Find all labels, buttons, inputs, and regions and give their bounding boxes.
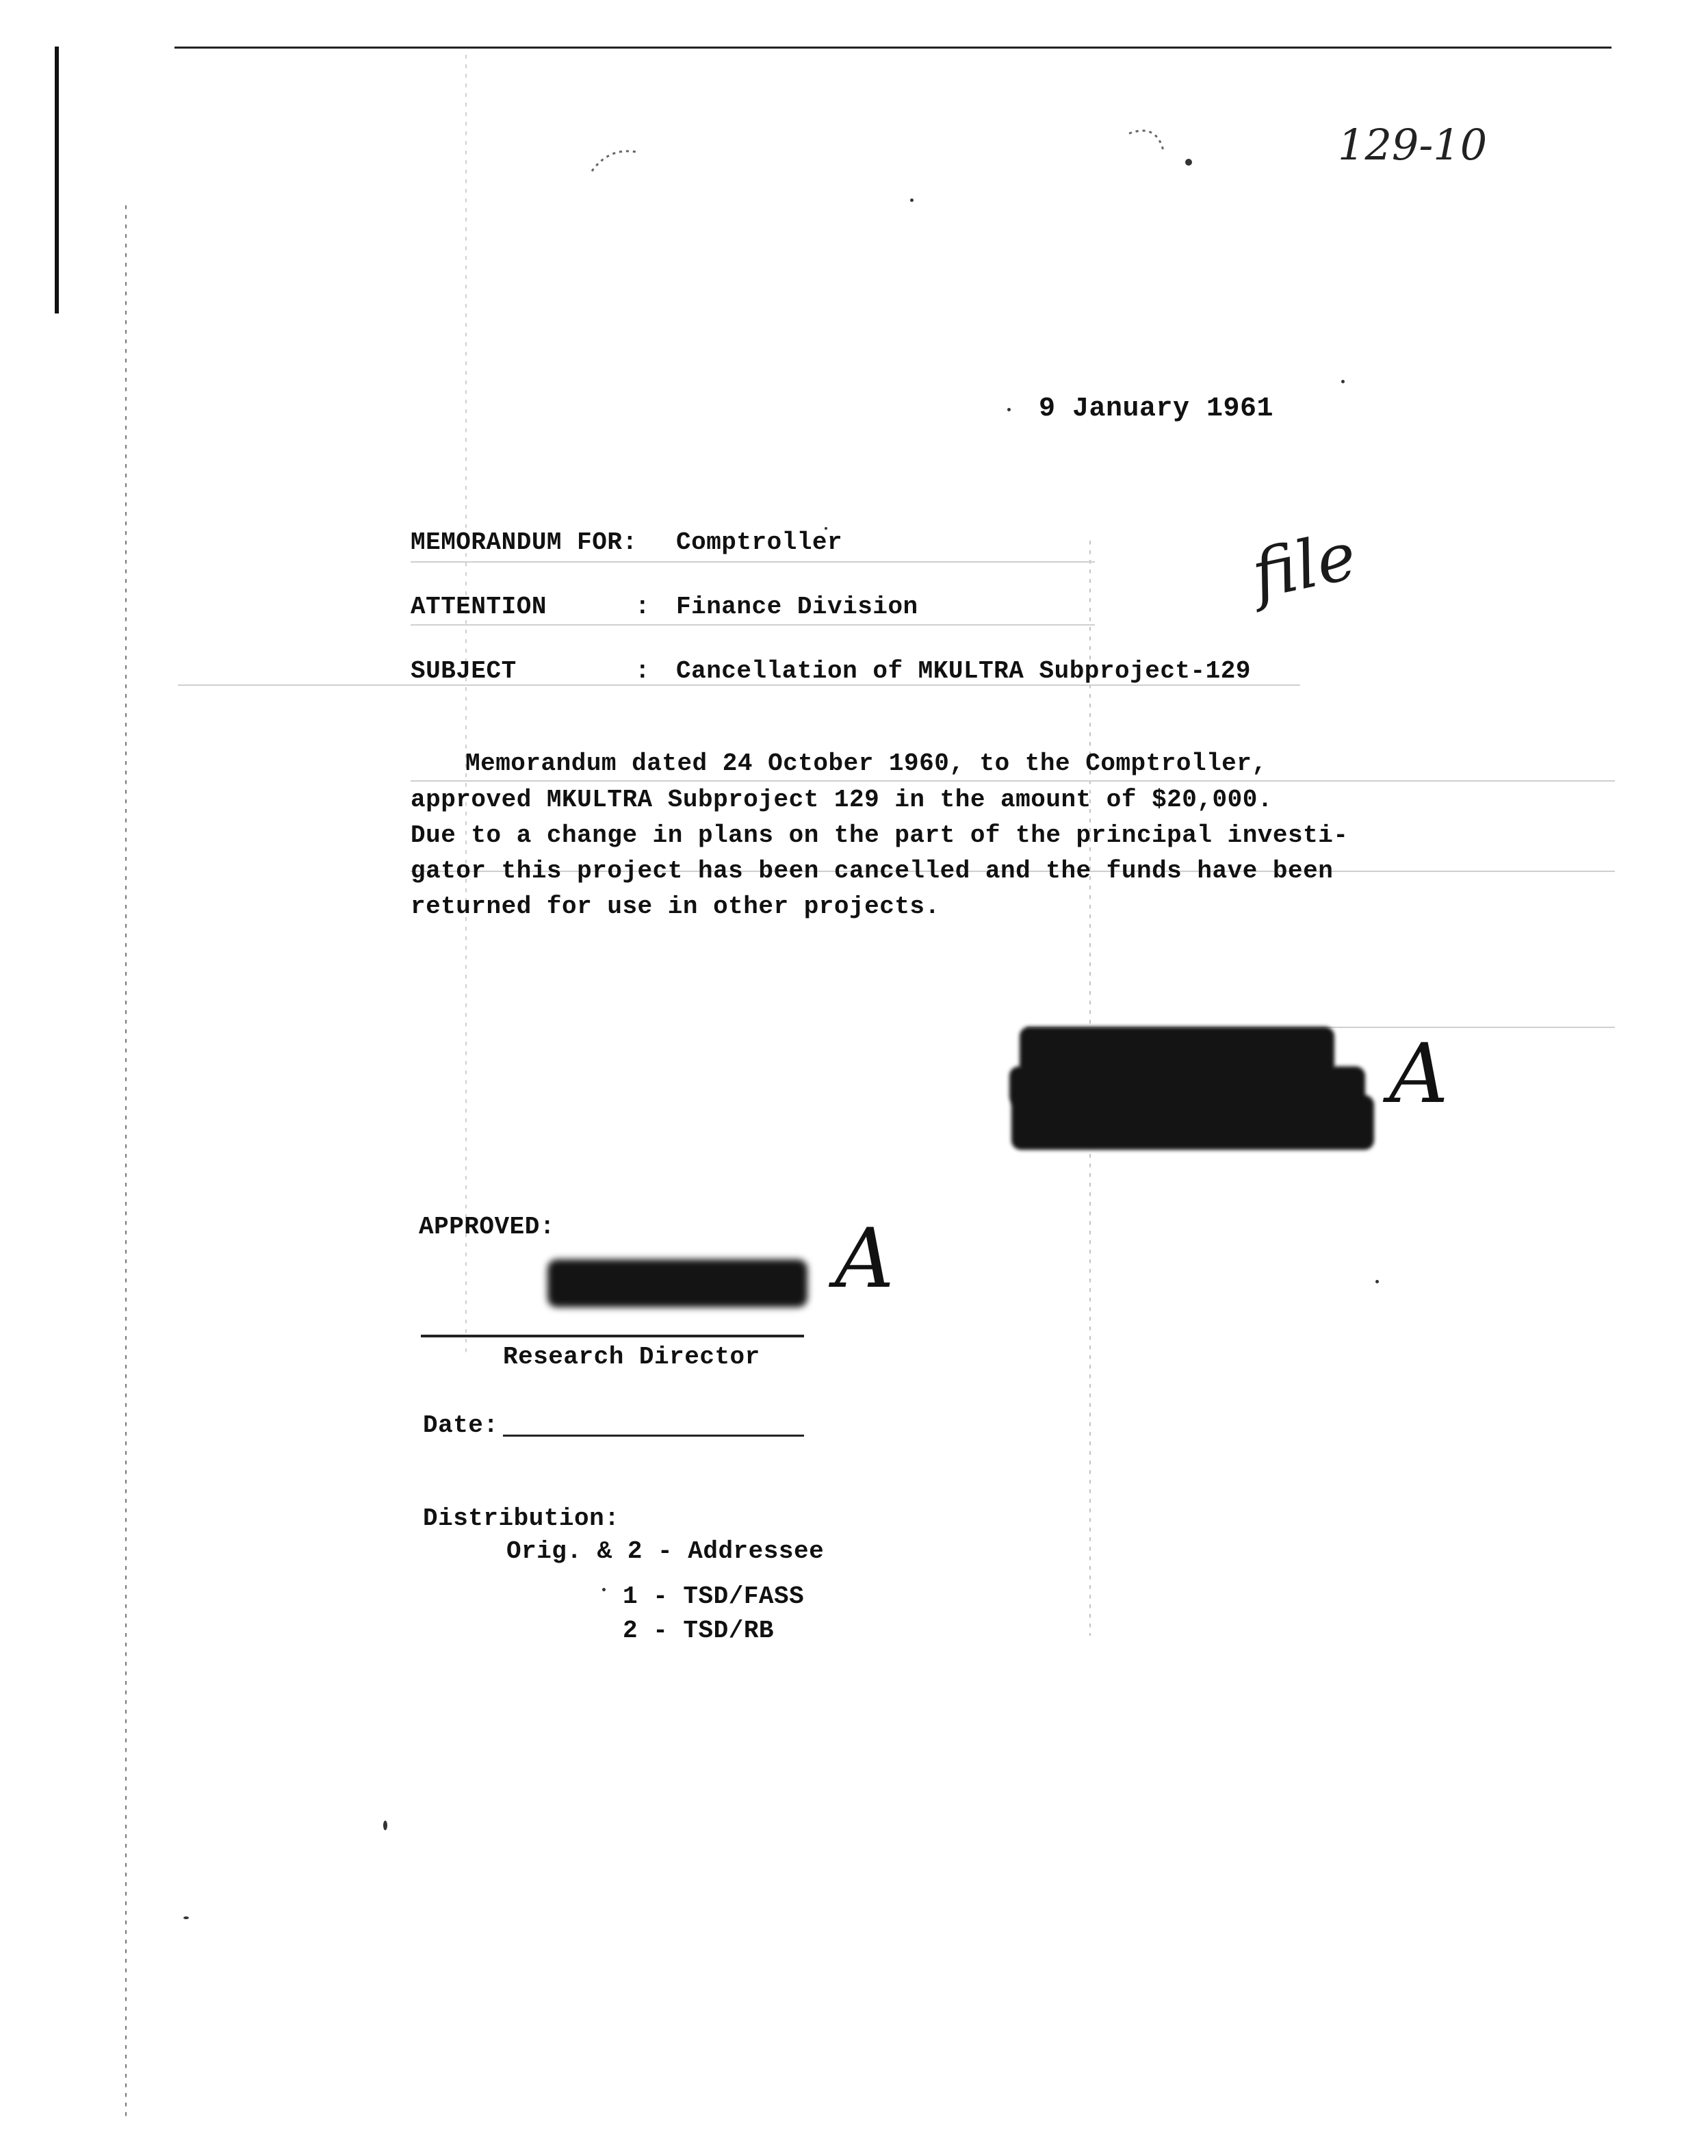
memorandum-for-value: Comptroller: [676, 528, 843, 556]
scan-speck: [910, 198, 914, 202]
scan-speck: [1007, 408, 1011, 411]
subject-value: Cancellation of MKULTRA Subproject-129: [676, 657, 1251, 685]
handwritten-file-note: file: [1245, 517, 1363, 614]
guide-line: [411, 561, 1095, 563]
body-line-3: Due to a change in plans on the part of the principal investi-: [411, 821, 1349, 849]
scan-dots-left: [125, 205, 127, 2122]
attention-separator: :: [635, 593, 651, 621]
redaction-block: [1011, 1095, 1374, 1150]
date-label: Date:: [423, 1411, 499, 1439]
subject-label: SUBJECT: [411, 657, 517, 685]
attention-value: Finance Division: [676, 593, 918, 621]
research-director-title: Research Director: [503, 1343, 760, 1371]
scribble-mark: [588, 144, 643, 178]
scan-dots-mid: [465, 55, 467, 1355]
subject-separator: :: [635, 657, 651, 685]
file-number: 129-10: [1338, 120, 1488, 170]
handwritten-initial-top: A: [1389, 1027, 1449, 1122]
scan-speck: [383, 1821, 387, 1830]
body-line-2: approved MKULTRA Subproject 129 in the amount of $20,000.: [411, 786, 1273, 814]
scan-speck: [1341, 380, 1345, 383]
scan-speck: [1185, 159, 1192, 166]
handwritten-initial-approval: A: [835, 1211, 894, 1307]
redaction-block: [547, 1259, 807, 1307]
scan-speck: [183, 1916, 189, 1919]
top-rule: [174, 47, 1612, 49]
body-line-1: Memorandum dated 24 October 1960, to the Comptroller,: [465, 749, 1267, 778]
date-line: [503, 1435, 804, 1437]
distribution-line-3: 2 - TSD/RB: [623, 1617, 775, 1645]
signature-line: [421, 1335, 804, 1337]
approved-label: APPROVED:: [419, 1213, 555, 1241]
scribble-mark: [1122, 123, 1177, 185]
memo-date: 9 January 1961: [1039, 394, 1274, 424]
guide-line: [411, 780, 1615, 782]
scan-speck: [602, 1588, 606, 1591]
scan-speck: [1375, 1280, 1379, 1283]
attention-label: ATTENTION: [411, 593, 547, 621]
distribution-line-2: 1 - TSD/FASS: [623, 1582, 805, 1610]
distribution-line-1: Orig. & 2 - Addressee: [506, 1537, 825, 1565]
body-line-4: gator this project has been cancelled and the funds have been: [411, 857, 1334, 885]
memorandum-for-label: MEMORANDUM FOR:: [411, 528, 638, 556]
distribution-label: Distribution:: [423, 1504, 620, 1532]
guide-line: [411, 624, 1095, 626]
scan-edge-mark: [55, 47, 59, 313]
body-line-5: returned for use in other projects.: [411, 893, 940, 921]
